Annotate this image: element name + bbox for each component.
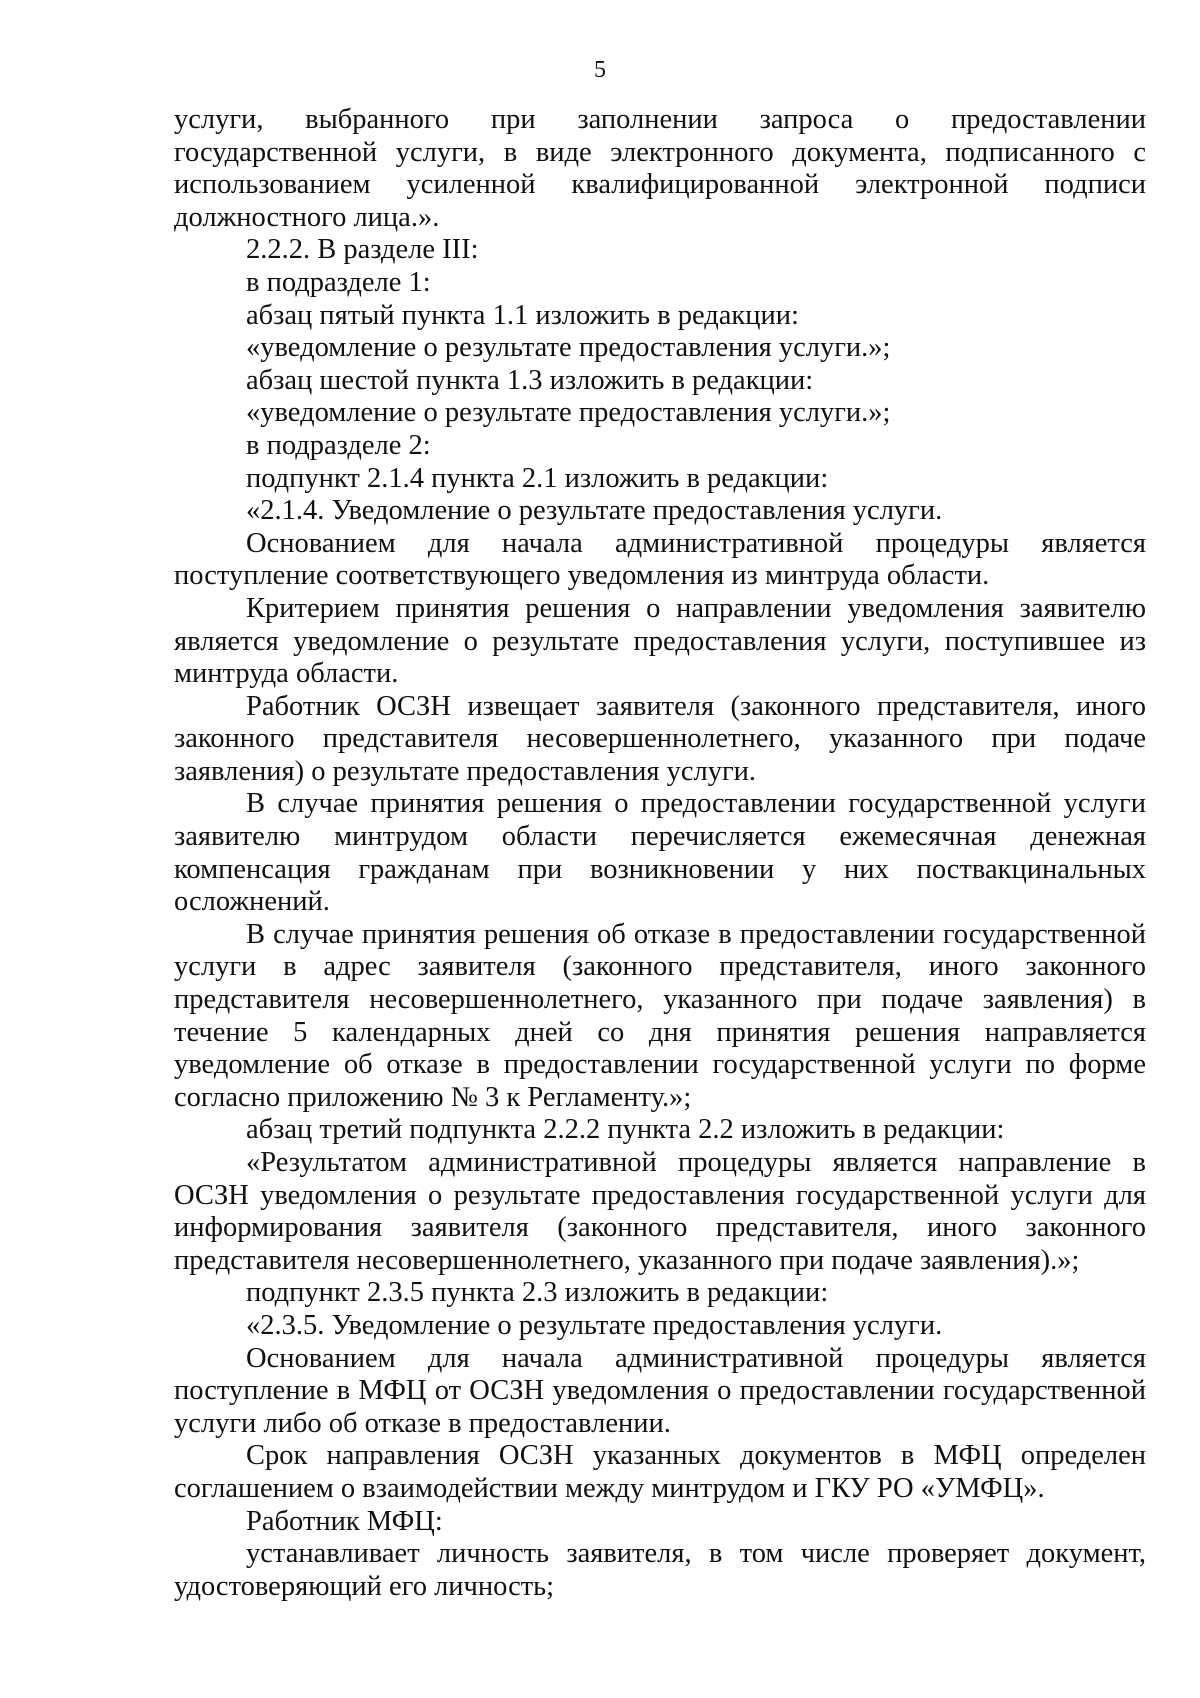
page-number: 5 (594, 57, 606, 83)
paragraph-1: услуги, выбранного при заполнении запроса о предоставлении государственной услуги, в виде электронного документа, подписанного с использованием усиленной квалифицированной электронной подписи должностного лица.». (174, 104, 1146, 233)
paragraph-14: В случае принятия решения о предоставлении государственной услуги заявителю минтрудом области перечисляется ежемесячная денежная компенсация гражданам при возникновении у них поствакцинальных осложнений. (174, 788, 1146, 918)
paragraph-4: абзац пятый пункта 1.1 изложить в редакции: (246, 299, 799, 331)
paragraph-19: «2.3.5. Уведомление о результате предоставления услуги. (246, 1309, 943, 1341)
document-body (174, 104, 1146, 1603)
paragraph-9: подпункт 2.1.4 пункта 2.1 изложить в редакции: (246, 462, 829, 494)
paragraph-22: Работник МФЦ: (246, 1505, 443, 1537)
paragraph-6: абзац шестой пункта 1.3 изложить в редакции: (246, 364, 814, 396)
paragraph-8: в подразделе 2: (246, 429, 431, 461)
paragraph-15: В случае принятия решения об отказе в предоставлении государственной услуги в адрес заявителя (законного представителя, иного законного представителя несовершеннолетнего, указанного при подаче заявления) в течение 5 календарных дней со дня принятия решения направляется уведомление об отказе в предоставлении государственной услуги по форме согласно приложению № 3 к Регламенту.»; (174, 918, 1146, 1113)
paragraph-12: Критерием принятия решения о направлении уведомления заявителю является уведомление о результате предоставления услуги, поступившее из минтруда области. (174, 592, 1146, 690)
paragraph-7: «уведомление о результате предоставления услуги.»; (246, 397, 891, 429)
paragraph-18: подпункт 2.3.5 пункта 2.3 изложить в редакции: (246, 1277, 829, 1309)
paragraph-2: 2.2.2. В разделе III: (246, 234, 479, 266)
paragraph-10: «2.1.4. Уведомление о результате предоставления услуги. (246, 495, 943, 527)
paragraph-5: «уведомление о результате предоставления услуги.»; (246, 332, 891, 364)
paragraph-13: Работник ОСЗН извещает заявителя (законного представителя, иного законного представителя несовершеннолетнего, указанного при подаче заявления) о результате предоставления услуги. (174, 690, 1146, 787)
paragraph-17: «Результатом административной процедуры является направление в ОСЗН уведомления о результате предоставления государственной услуги для информирования заявителя (законного представителя, иного законного представителя несовершеннолетнего, указанного при подаче заявления).»; (174, 1147, 1146, 1276)
paragraph-3: в подразделе 1: (246, 266, 431, 298)
paragraph-11: Основанием для начала административной процедуры является поступление соответствующего уведомления из минтруда области. (174, 527, 1146, 592)
paragraph-21: Срок направления ОСЗН указанных документов в МФЦ определен соглашением о взаимодействии между минтрудом и ГКУ РО «УМФЦ». (174, 1440, 1146, 1504)
paragraph-20: Основанием для начала административной процедуры является поступление в МФЦ от ОСЗН уведомления о предоставлении государственной услуги либо об отказе в предоставлении. (174, 1342, 1146, 1439)
paragraph-16: абзац третий подпункта 2.2.2 пункта 2.2 изложить в редакции: (246, 1114, 1005, 1146)
paragraph-23: устанавливает личность заявителя, в том числе проверяет документ, удостоверяющий его личность; (174, 1538, 1146, 1602)
